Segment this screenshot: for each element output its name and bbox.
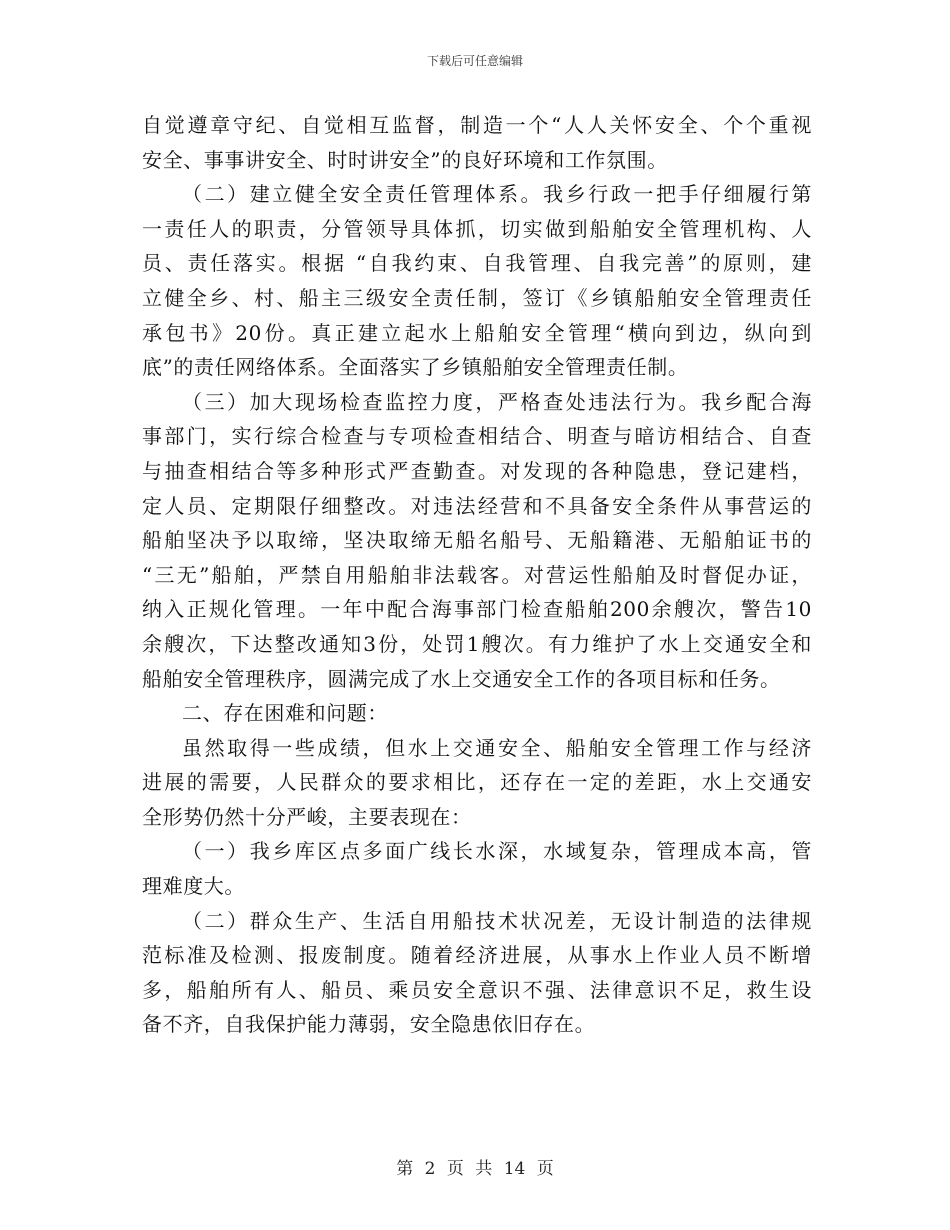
paragraph-line: 进展的需要，人民群众的要求相比，还存在一定的差距，水上交通安 [142, 770, 812, 795]
paragraph-line: 多，船舶所有人、船员、乘员安全意识不强、法律意识不足，救生设 [142, 977, 812, 1002]
paragraph-line: （二）建立健全安全责任管理体系。我乡行政一把手仔细履行第 [182, 182, 812, 207]
paragraph-line: 一责任人的职责，分管领导具体抓，切实做到船舶安全管理机构、人 [142, 216, 812, 241]
paragraph-line: （二）群众生产、生活自用船技术状况差，无设计制造的法律规 [182, 908, 812, 933]
paragraph-line: 全形势仍然十分严峻，主要表现在： [142, 804, 472, 829]
paragraph-line: 自觉遵章守纪、自觉相互监督，制造一个“人人关怀安全、个个重视 [142, 113, 812, 137]
paragraph [142, 696, 812, 731]
paragraph [142, 108, 812, 177]
paragraph-line: （三）加大现场检查监控力度，严格查处违法行为。我乡配合海 [182, 389, 812, 414]
paragraph-line: 与抽查相结合等多种形式严查勤查。对发现的各种隐患，登记建档， [142, 458, 812, 483]
paragraph-line: 理难度大。 [142, 874, 245, 899]
paragraph-line: 立健全乡、村、船主三级安全责任制，签订《乡镇船舶安全管理责任 [142, 285, 812, 310]
paragraph-line: 底”的责任网络体系。全面落实了乡镇船舶安全管理责任制。 [142, 355, 689, 380]
paragraph-line: 备不齐，自我保护能力薄弱，安全隐患依旧存在。 [142, 1012, 596, 1037]
paragraph-line: 纳入正规化管理。一年中配合海事部门检查船舶200余艘次，警告10 [142, 597, 812, 622]
paragraph-line: “三无”船舶，严禁自用船舶非法载客。对营运性船舶及时督促办证， [142, 562, 812, 587]
paragraph-line: 余艘次，下达整改通知3份，处罚1艘次。有力维护了水上交通安全和 [142, 631, 812, 656]
paragraph-line: 范标准及检测、报废制度。随着经济进展，从事水上作业人员不断增 [142, 943, 812, 968]
paragraph-line: 虽然取得一些成绩，但水上交通安全、船舶安全管理工作与经济 [182, 735, 812, 760]
paragraph-line: 船舶坚决予以取缔，坚决取缔无船名船号、无船籍港、无船舶证书的 [142, 528, 812, 553]
paragraph [142, 385, 812, 696]
paragraph [142, 177, 812, 385]
paragraph [142, 904, 812, 1042]
paragraph-line: 事部门，实行综合检查与专项检查相结合、明查与暗访相结合、自查 [142, 424, 812, 449]
paragraph [142, 834, 812, 903]
page-footer: 第 2 页 共 14 页 [396, 1159, 554, 1179]
page-header: 下载后可任意编辑 [426, 54, 523, 68]
paragraph [142, 731, 812, 835]
paragraph-line: 二、存在困难和问题： [182, 701, 388, 726]
document-body [142, 108, 812, 1042]
paragraph-line: 承包书》20份。真正建立起水上船舶安全管理“横向到边，纵向到 [142, 320, 812, 345]
paragraph-line: 船舶安全管理秩序，圆满完成了水上交通安全工作的各项目标和任务。 [142, 666, 781, 691]
paragraph-line: 员、责任落实。根据 “自我约束、自我管理、自我完善”的原则，建 [142, 251, 812, 276]
paragraph-line: （一）我乡库区点多面广线长水深，水域复杂，管理成本高，管 [182, 839, 812, 864]
paragraph-line: 定人员、定期限仔细整改。对违法经营和不具备安全条件从事营运的 [142, 493, 812, 518]
paragraph-line: 安全、事事讲安全、时时讲安全”的良好环境和工作氛围。 [142, 147, 668, 172]
